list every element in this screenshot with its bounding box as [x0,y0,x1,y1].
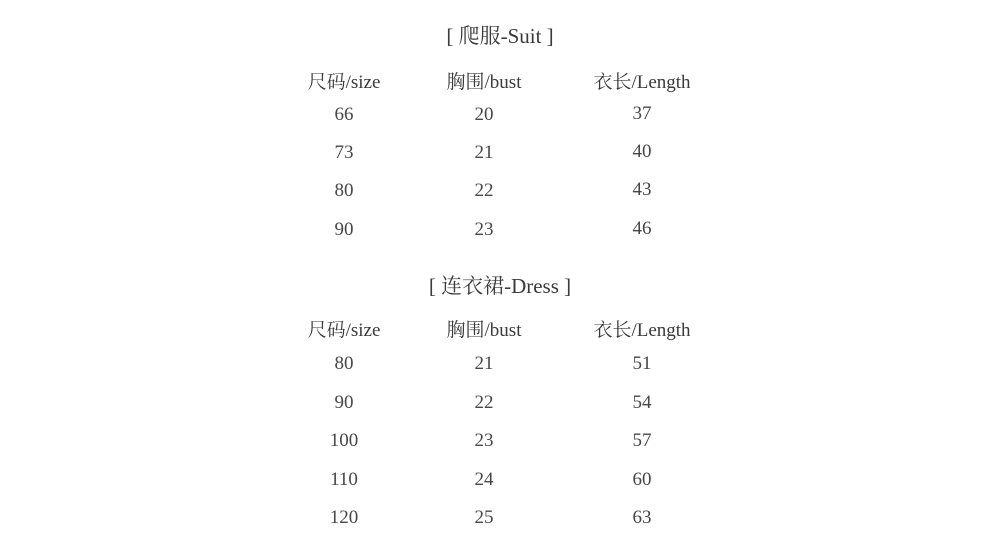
suit-row-1-size: 66 [334,104,354,125]
dress-row-2-length: 54 [632,392,652,413]
dress-row-4-size: 110 [330,469,358,490]
dress-row-2-bust: 22 [474,392,494,413]
suit-row-3-length: 43 [632,179,652,200]
dress-row-2-size: 90 [334,392,354,413]
dress-header-length: 衣长/Length [593,320,691,341]
suit-row-3-size: 80 [334,180,354,201]
dress-row-4-length: 60 [632,469,652,490]
suit-header-size: 尺码/size [307,72,381,93]
dress-header-bust: 胸围/bust [446,320,522,341]
dress-row-1-bust: 21 [474,353,494,374]
suit-row-3-bust: 22 [474,180,494,201]
suit-row-2-size: 73 [334,142,354,163]
dress-row-3-bust: 23 [474,430,494,451]
suit-row-1-bust: 20 [474,104,494,125]
suit-row-2-bust: 21 [474,142,494,163]
dress-row-4-bust: 24 [474,469,494,490]
suit-row-2-length: 40 [632,141,652,162]
suit-header-length: 衣长/Length [593,72,691,93]
dress-row-3-length: 57 [632,430,652,451]
suit-row-1-length: 37 [632,103,652,124]
suit-row-4-length: 46 [632,218,652,239]
suit-table-title: [ 爬服-Suit ] [446,24,554,48]
suit-header-bust: 胸围/bust [446,72,522,93]
dress-row-1-length: 51 [632,353,652,374]
dress-row-1-size: 80 [334,353,354,374]
dress-header-size: 尺码/size [307,320,381,341]
dress-row-3-size: 100 [329,430,359,451]
suit-row-4-size: 90 [334,219,354,240]
suit-row-4-bust: 23 [474,219,494,240]
dress-row-5-size: 120 [329,507,359,528]
dress-row-5-length: 63 [632,507,652,528]
dress-row-5-bust: 25 [474,507,494,528]
dress-table-title: [ 连衣裙-Dress ] [428,274,572,298]
